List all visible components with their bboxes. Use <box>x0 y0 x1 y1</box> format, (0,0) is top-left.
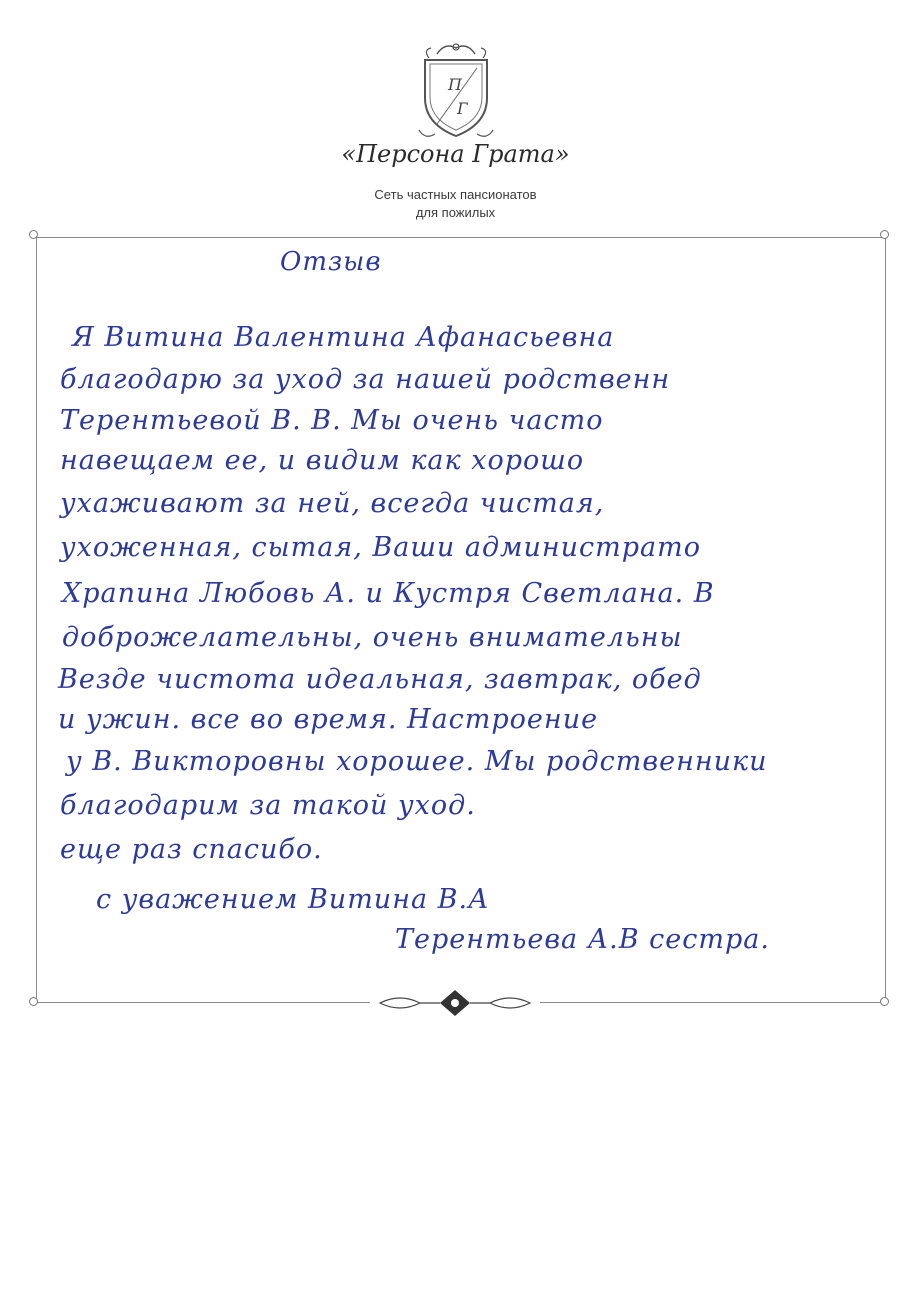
letter-signature-2: Терентьева А.В сестра. <box>395 924 770 955</box>
letter-closing: с уважением Витина В.А <box>96 884 490 915</box>
frame-corner-top-right <box>880 230 889 239</box>
frame-corner-bottom-left <box>29 997 38 1006</box>
subtitle-line-1: Сеть частных пансионатов <box>374 187 537 202</box>
letter-line-2: благодарю за уход за нашей родственн <box>60 364 671 395</box>
letter-title: Отзыв <box>280 247 382 277</box>
frame-corner-top-left <box>29 230 38 239</box>
frame-corner-bottom-right <box>880 997 889 1006</box>
letter-line-3: Терентьевой В. В. Мы очень часто <box>60 405 604 436</box>
letter-line-13: еще раз спасибо. <box>60 834 323 865</box>
letter-line-8: доброжелательны, очень внимательны <box>62 622 683 653</box>
crest-logo <box>415 40 497 142</box>
letter-line-1: Я Витина Валентина Афанасьевна <box>72 322 615 353</box>
letter-line-7: Храпина Любовь А. и Кустря Светлана. В <box>62 578 715 609</box>
letter-line-10: и ужин. все во время. Настроение <box>58 704 599 735</box>
letter-line-4: навещаем ее, и видим как хорошо <box>60 445 585 476</box>
letter-line-6: ухоженная, сытая, Ваши администрато <box>60 532 701 563</box>
monogram-bottom: Г <box>457 99 468 118</box>
letter-line-9: Везде чистота идеальная, завтрак, обед <box>58 664 702 695</box>
letter-line-5: ухаживают за ней, всегда чистая, <box>60 488 605 519</box>
letter-line-11: у В. Викторовны хорошее. Мы родственники <box>66 746 768 777</box>
letter-line-12: благодарим за такой уход. <box>60 790 476 821</box>
bottom-ornament <box>370 988 540 1018</box>
brand-name: «Персона Грата» <box>341 140 570 168</box>
monogram-top: П <box>448 75 462 94</box>
subtitle-line-2: для пожилых <box>415 205 496 220</box>
